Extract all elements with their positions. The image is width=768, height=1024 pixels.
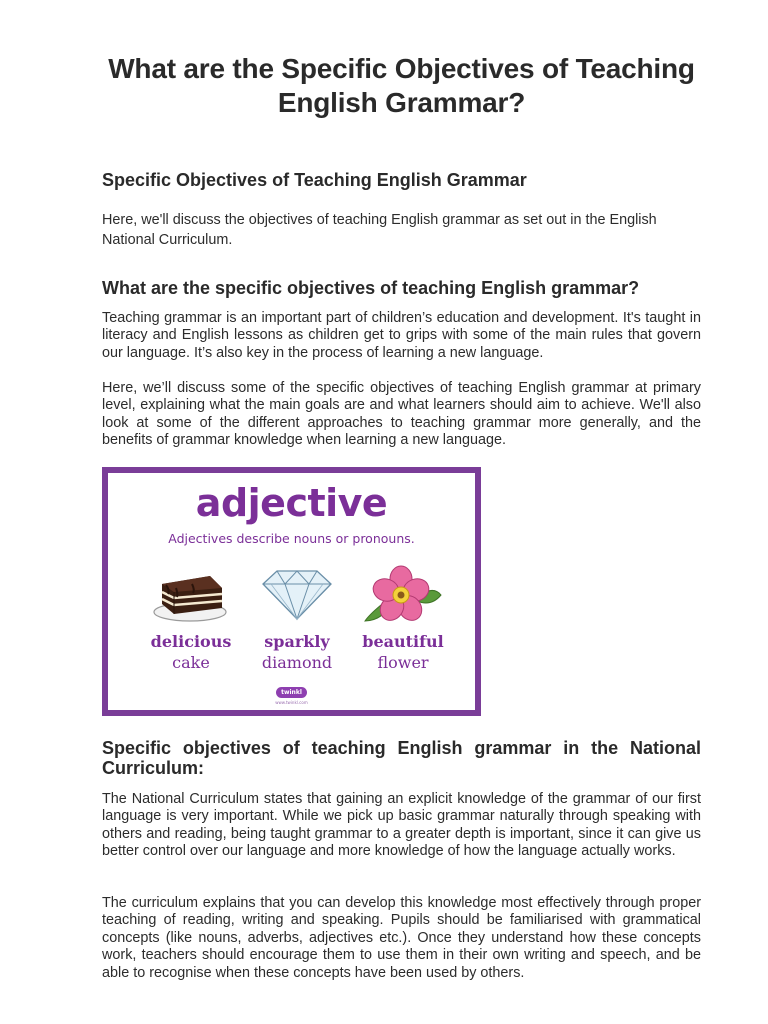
body-paragraph-2: Here, we’ll discuss some of the specific objectives of teaching English grammar at primary level, explaining what the main goals are and what learners should aim to achieve. We'll also look at some of the different approaches to teaching grammar more generally, and the benefits of grammar knowledge when learning a new language. [102,380,701,449]
poster-adjective-3: beautiful [362,632,444,651]
diamond-icon [259,568,335,622]
poster-adjective-1: delicious [150,632,232,651]
body-paragraph-1: Teaching grammar is an important part of children’s education and development. It's taught in literacy and English lessons as children get to grips with some of the main rules that govern our language. It’s also key in the process of learning a new language. [102,310,701,361]
cake-icon [152,566,230,624]
poster-adjective-2: sparkly [264,632,330,651]
poster-noun-2: diamond [261,653,333,672]
poster-subtitle: Adjectives describe nouns or pronouns. [168,531,415,546]
page-title: What are the Specific Objectives of Teaching English Grammar? [108,53,695,118]
poster-logo [108,681,475,705]
section-heading-objectives: Specific Objectives of Teaching English Grammar [102,170,527,190]
poster-noun-1: cake [172,653,210,672]
poster-item-flower [348,565,458,673]
twinkl-logo: twinkl [276,687,307,698]
body-paragraph-4: The curriculum explains that you can develop this knowledge most effectively through proper teaching of reading, writing and speaking. Pupils should be familiarised with grammatical concepts (like nouns, adverbs, adjectives etc.). Once they understand how these concepts work, teachers should encourage them to use them in their own writing and speech, and be able to recognise when these concepts have been used by others. [102,895,701,981]
body-paragraph-3: The National Curriculum states that gaining an explicit knowledge of the grammar of our first language is very important. While we pick up basic grammar naturally through speaking with others and reading, being taught grammar to a greater depth is important, since it can give us better control over our language and more knowledge of how the language actually works. [102,791,701,860]
poster-item-diamond [242,565,352,673]
adjective-poster-image [102,467,481,716]
section-heading-specific-objectives: What are the specific objectives of teaching English grammar? [102,278,640,298]
intro-paragraph: Here, we'll discuss the objectives of teaching English grammar as set out in the English National Curriculum. [102,212,657,248]
section-heading-national-curriculum: Specific objectives of teaching English grammar in the National Curriculum: [102,738,701,778]
poster-noun-3: flower [377,653,429,672]
twinkl-url: www.twinkl.com [275,700,308,705]
poster-title: adjective [195,481,388,525]
poster-item-cake [136,565,246,673]
flower-icon [363,565,443,625]
